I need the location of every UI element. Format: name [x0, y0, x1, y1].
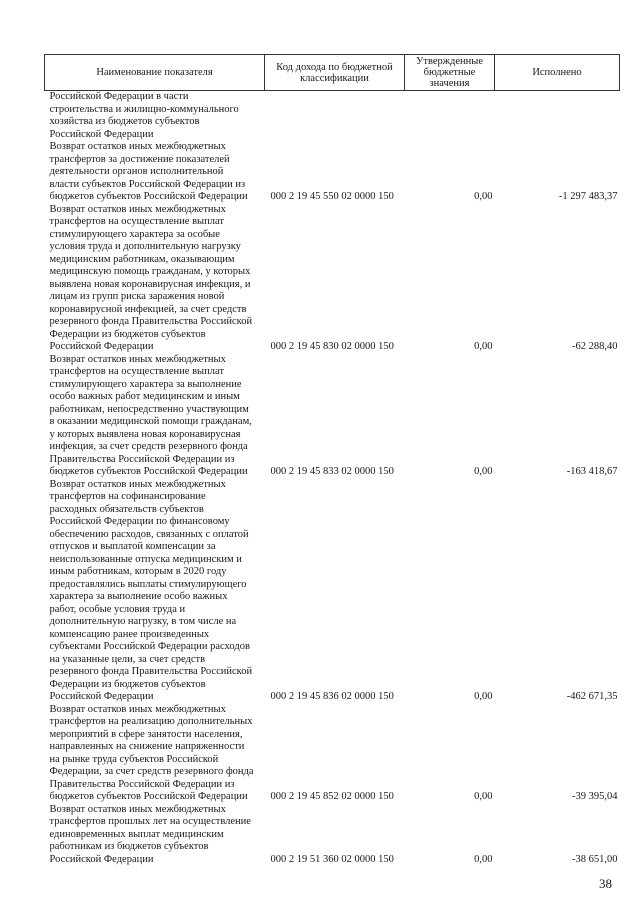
row-approved: 0,00 [474, 853, 493, 865]
report-table [44, 54, 620, 866]
row-code: 000 2 19 45 833 02 0000 150 [270, 466, 394, 477]
table-header-row [45, 55, 620, 91]
row-approved: 0,00 [474, 691, 493, 702]
row-name: Российской Федерации в части строительства и жилищно-коммунального хозяйства из бюджетов субъектов Российской Федерации Возврат остатков иных межбюджетных трансфертов за достижение показателей деятельности органов исполнительной власти субъектов Российской Федерации из бюджетов субъектов Российской Федерации [49, 91, 248, 202]
header-execution: Исполнено [495, 55, 620, 91]
row-code: 000 2 19 45 550 02 0000 150 [270, 191, 394, 202]
row-execution: -62 288,40 [572, 341, 618, 352]
header-approved: Утвержденные бюджетные значения [405, 55, 495, 91]
table-row [45, 354, 620, 479]
row-name: Возврат остатков иных межбюджетных трансфертов на осуществление выплат стимулирующего характера за особые условия труда и дополнительную нагрузку медицинским работникам, оказывающим медицинскую помощь гражданам, у которых выявлена новая коронавирусная инфекция, и лицам из групп риска заражения новой коронавирусной инфекцией, за счет средств резервного фонда Правительства Российской Федерации из бюджетов субъектов Российской Федерации [49, 203, 253, 352]
row-code: 000 2 19 45 830 02 0000 150 [270, 341, 394, 352]
row-code: 000 2 19 51 360 02 0000 150 [270, 853, 394, 865]
row-name: Возврат остатков иных межбюджетных трансфертов на софинансирование расходных обязательств субъектов Российской Федерации по финансовому обеспечению расходов, связанных с оплатой отпусков и выплатой компенсации за неиспользованные отпуска медицинским и иным работникам, которым в 2020 году предоставлялись выплаты стимулирующего характера за выполнение особо важных работ, особые условия труда и дополнительную нагрузку, в том числе на компенсацию ранее произведенных субъектами Российской Федерации расходов на указанные цели, за счет средств резервного фонда Правительства Российской Федерации из бюджетов субъектов Российской Федерации [49, 478, 253, 702]
row-approved: 0,00 [474, 341, 493, 352]
table-row [45, 479, 620, 704]
table-row [45, 804, 620, 867]
row-execution: -38 651,00 [572, 853, 618, 865]
row-approved: 0,00 [474, 791, 493, 802]
row-name: Возврат остатков иных межбюджетных трансфертов на осуществление выплат стимулирующего характера за выполнение особо важных работ медицинским и иным работникам, непосредственно участвующим в оказании медицинской помощи гражданам, у которых выявлена новая коронавирусная инфекция, за счет средств резервного фонда Правительства Российской Федерации из бюджетов субъектов Российской Федерации [49, 353, 252, 477]
header-name: Наименование показателя [45, 55, 265, 91]
row-code: 000 2 19 45 852 02 0000 150 [270, 791, 394, 802]
row-execution: -39 395,04 [572, 791, 618, 802]
table-row [45, 204, 620, 354]
row-approved: 0,00 [474, 191, 493, 202]
budget-execution-table [44, 54, 619, 866]
row-name: Возврат остатков иных межбюджетных трансфертов на реализацию дополнительных мероприятий в сфере занятости населения, направленных на снижение напряженности на рынке труда субъектов Российской Федерации, за счет средств резервного фонда Правительства Российской Федерации из бюджетов субъектов Российской Федерации [49, 703, 254, 802]
row-name: Возврат остатков иных межбюджетных трансфертов прошлых лет на осуществление единовременных выплат медицинским работникам из бюджетов субъектов Российской Федерации [49, 803, 251, 865]
row-execution: -1 297 483,37 [558, 191, 618, 202]
table-row [45, 704, 620, 804]
row-execution: -462 671,35 [566, 691, 618, 702]
table-row [45, 91, 620, 204]
row-execution: -163 418,67 [566, 466, 618, 477]
header-code: Код дохода по бюджетной классификации [265, 55, 405, 91]
row-approved: 0,00 [474, 466, 493, 477]
row-code: 000 2 19 45 836 02 0000 150 [270, 691, 394, 702]
page-number: 38 [599, 876, 612, 891]
